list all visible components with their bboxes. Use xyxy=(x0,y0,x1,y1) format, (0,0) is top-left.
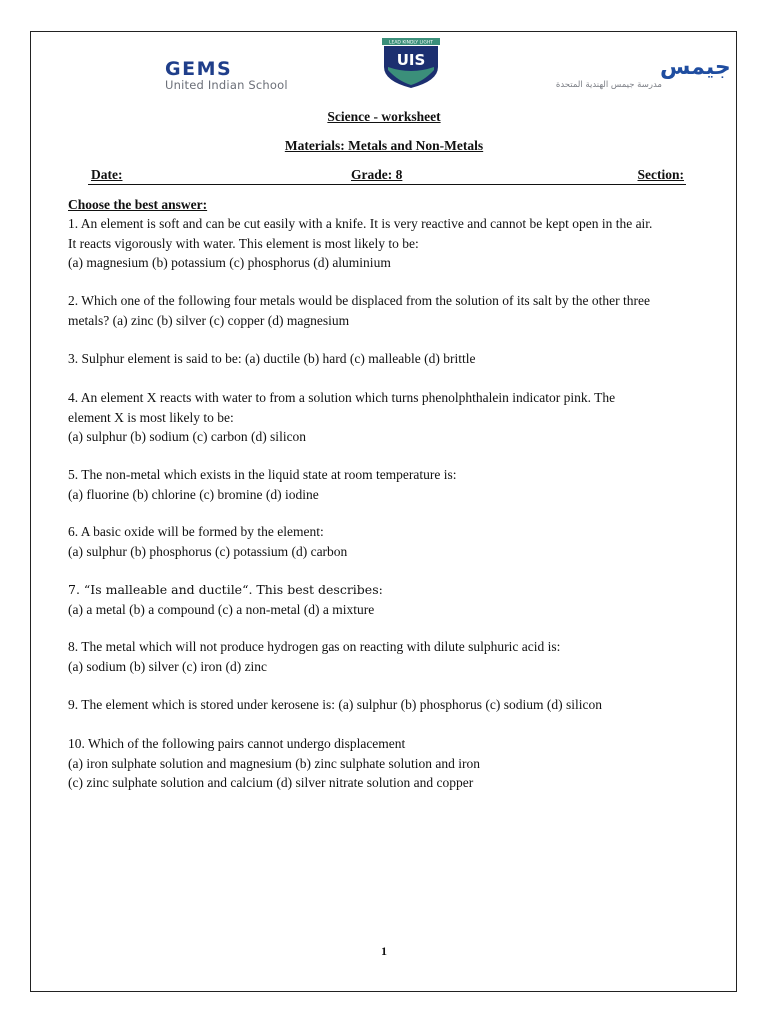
question-options: (c) zinc sulphate solution and calcium (d) silver nitrate solution and copper xyxy=(68,775,474,790)
question-line: 8. The metal which will not produce hydrogen gas on reacting with dilute sulphuric acid is: xyxy=(68,639,561,654)
question-line: 9. The element which is stored under kerosene is: (a) sulphur (b) phosphorus (c) sodium (d) silicon xyxy=(68,697,603,712)
arabic-logo-subtitle: مدرسة جيمس الهندية المتحدة xyxy=(555,80,662,90)
question-options: (a) magnesium (b) potassium (c) phosphorus (d) aluminium xyxy=(68,255,391,270)
uis-crest-text: UIS xyxy=(396,51,426,69)
question-9 xyxy=(68,695,728,715)
question-line: 10. Which of the following pairs cannot undergo displacement xyxy=(68,736,406,751)
question-3 xyxy=(68,349,728,369)
question-6 xyxy=(68,522,728,561)
question-line: It reacts vigorously with water. This element is most likely to be: xyxy=(68,235,419,251)
question-line: 7. “Is malleable and ductile“. This best describes: xyxy=(68,582,383,597)
question-5 xyxy=(68,465,728,504)
uis-crest-logo xyxy=(380,37,442,89)
question-4 xyxy=(68,388,728,447)
question-line: 5. The non-metal which exists in the liquid state at room temperature is: xyxy=(68,467,457,482)
meta-row xyxy=(88,166,686,185)
arabic-logo-text: جيمس xyxy=(660,55,731,80)
question-options: (a) sodium (b) silver (c) iron (d) zinc xyxy=(68,658,268,674)
gems-logo-subtitle: United Indian School xyxy=(165,78,288,92)
question-8 xyxy=(68,637,728,676)
question-7 xyxy=(68,580,728,619)
date-label: Date: xyxy=(91,167,123,182)
question-options: (a) a metal (b) a compound (c) a non-metal (d) a mixture xyxy=(68,601,375,617)
question-1 xyxy=(68,214,728,273)
uis-crest-motto: LEAD KINDLY LIGHT xyxy=(389,40,433,46)
question-line: 3. Sulphur element is said to be: (a) ductile (b) hard (c) malleable (d) brittle xyxy=(68,351,476,366)
question-line: 2. Which one of the following four metals would be displaced from the solution of its salt by the other three xyxy=(68,293,650,308)
question-options: (a) sulphur (b) sodium (c) carbon (d) silicon xyxy=(68,429,307,444)
grade-label: Grade: 8 xyxy=(351,167,403,182)
question-options: (a) iron sulphate solution and magnesium (b) zinc sulphate solution and iron xyxy=(68,755,481,771)
worksheet-title: Science - worksheet xyxy=(327,109,441,124)
question-line: 1. An element is soft and can be cut easily with a knife. It is very reactive and cannot be kept open in the air. xyxy=(68,216,653,231)
question-line: 6. A basic oxide will be formed by the element: xyxy=(68,524,324,539)
page-number: 1 xyxy=(381,944,387,958)
question-line: 4. An element X reacts with water to from a solution which turns phenolphthalein indicator pink. The xyxy=(68,390,616,405)
question-line: element X is most likely to be: xyxy=(68,409,234,425)
section-label: Section: xyxy=(637,167,684,182)
instructions-heading: Choose the best answer: xyxy=(68,197,208,212)
worksheet-subtitle: Materials: Metals and Non-Metals xyxy=(284,138,484,153)
arabic-wordmark-icon xyxy=(512,54,731,80)
question-10 xyxy=(68,734,728,793)
gems-wordmark-icon xyxy=(165,58,255,80)
gems-logo xyxy=(165,58,315,94)
gems-logo-text: GEMS xyxy=(165,58,233,80)
question-options: metals? (a) zinc (b) silver (c) copper (d) magnesium xyxy=(68,312,350,328)
arabic-school-logo xyxy=(512,54,731,94)
uis-shield-icon xyxy=(380,37,442,89)
question-options: (a) sulphur (b) phosphorus (c) potassium (d) carbon xyxy=(68,543,348,559)
question-options: (a) fluorine (b) chlorine (c) bromine (d) iodine xyxy=(68,486,319,502)
question-2 xyxy=(68,291,728,330)
